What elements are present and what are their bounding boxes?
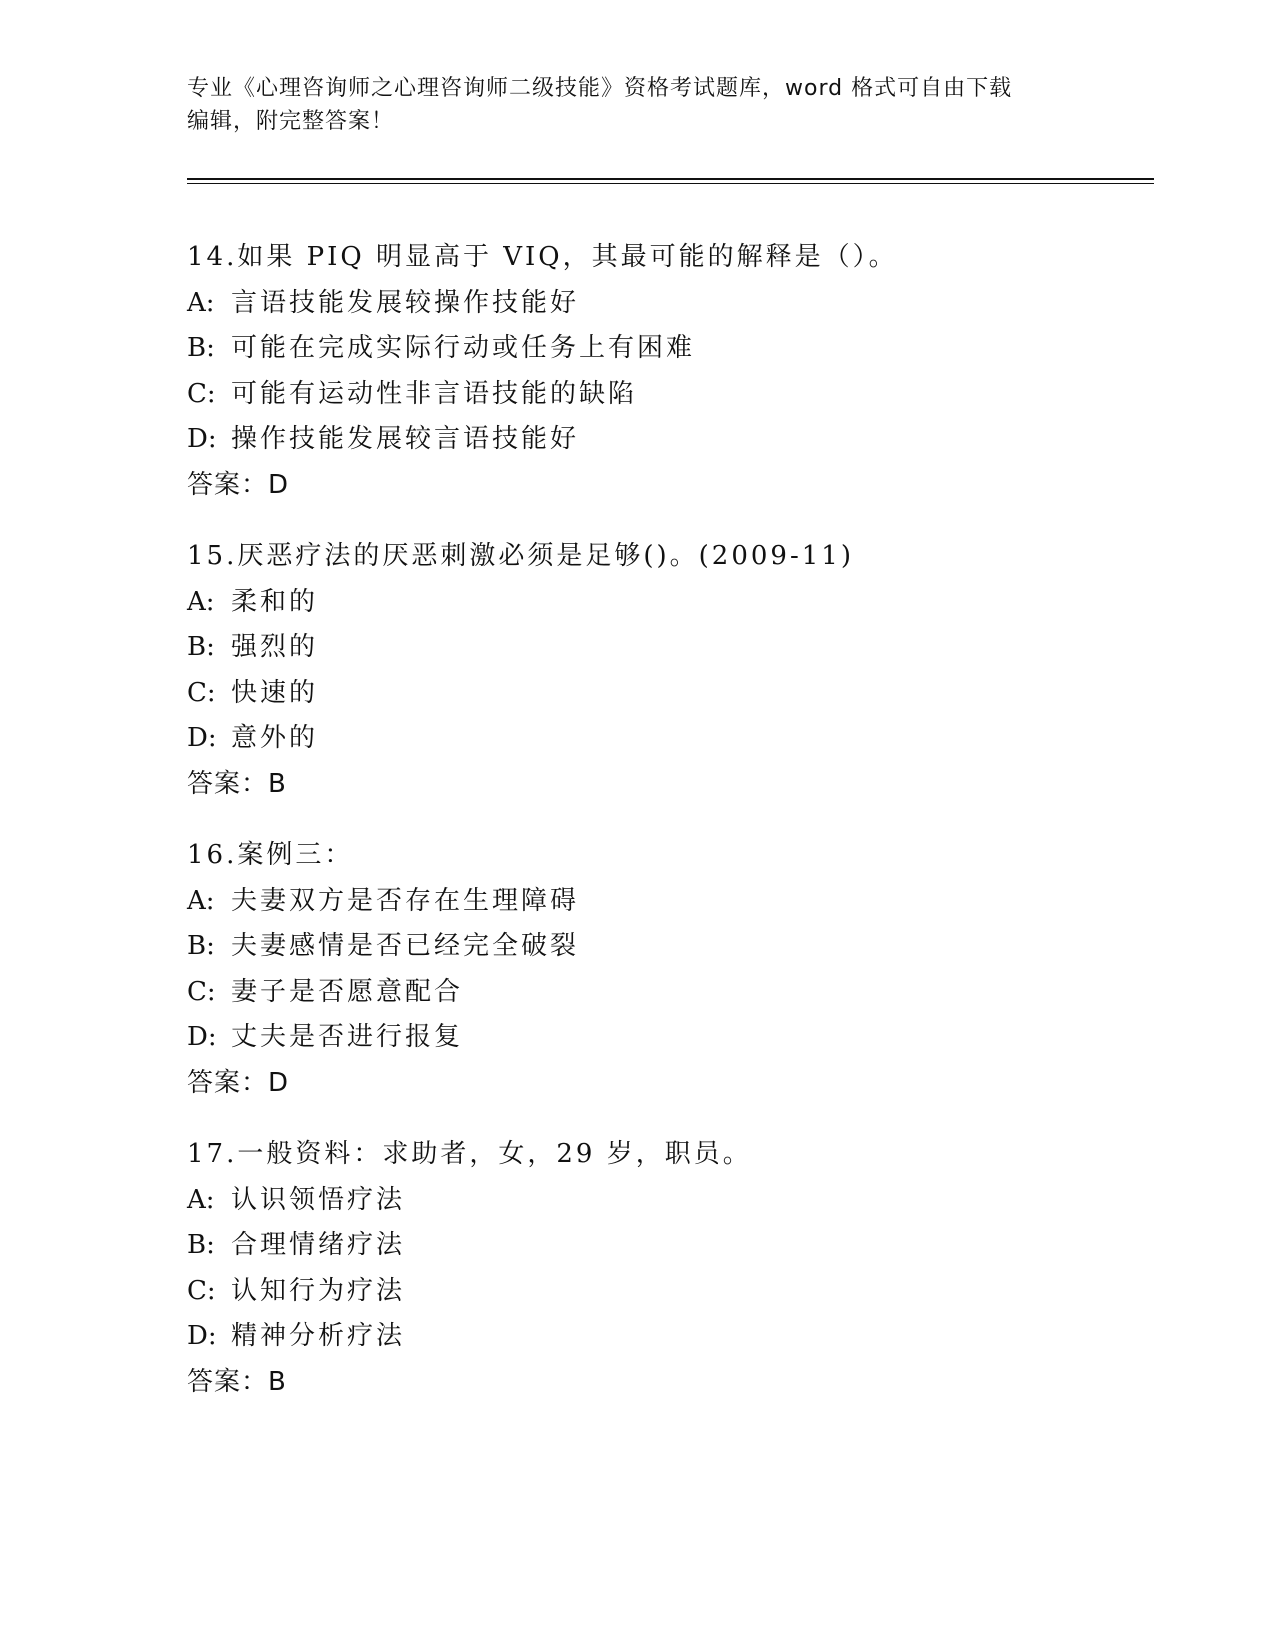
option-text: 丈夫是否进行报复 [231, 1022, 464, 1052]
option-letter: A: [187, 586, 215, 617]
option-text: 合理情绪疗法 [231, 1230, 406, 1260]
option-text: 柔和的 [231, 586, 319, 617]
option-text: 强烈的 [231, 632, 319, 662]
option-letter: A: [187, 1184, 215, 1215]
option-text: 认识领悟疗法 [231, 1184, 406, 1215]
option-text: 夫妻感情是否已经完全破裂 [231, 931, 580, 961]
question-stem: 17.一般资料：求助者，女，29 岁，职员。 [187, 1139, 752, 1169]
answer-line: 答案：B [187, 1366, 287, 1397]
option-a [187, 879, 1187, 925]
option-b [187, 1223, 1187, 1269]
question-stem: 16.案例三： [187, 840, 354, 870]
option-letter: C: [187, 677, 216, 708]
option-b [187, 326, 1187, 372]
option-letter: D: [187, 723, 217, 753]
question-17 [187, 1132, 1187, 1405]
option-letter: B: [187, 931, 215, 961]
option-c [187, 1269, 1187, 1315]
option-text: 操作技能发展较言语技能好 [231, 424, 580, 454]
option-c [187, 970, 1187, 1016]
header-line-1: 专业《心理咨询师之心理咨询师二级技能》资格考试题库，word 格式可自由下载 [187, 76, 1013, 101]
option-text: 可能有运动性非言语技能的缺陷 [231, 378, 638, 409]
option-text: 快速的 [231, 677, 319, 708]
option-b [187, 625, 1187, 671]
option-c [187, 671, 1187, 717]
option-b [187, 924, 1187, 970]
option-letter: B: [187, 632, 215, 662]
header-line-2: 编辑，附完整答案！ [187, 109, 395, 134]
question-stem: 15.厌恶疗法的厌恶刺激必须是足够()。(2009-11) [187, 541, 854, 571]
option-letter: C: [187, 1275, 216, 1306]
option-d [187, 1015, 1187, 1061]
document-header [187, 72, 1087, 138]
option-text: 认知行为疗法 [231, 1275, 406, 1306]
option-letter: B: [187, 1230, 215, 1260]
option-letter: A: [187, 287, 215, 318]
question-list [187, 235, 1187, 1431]
option-text: 可能在完成实际行动或任务上有困难 [231, 333, 696, 363]
header-divider-thin [187, 183, 1154, 184]
option-d [187, 1314, 1187, 1360]
option-letter: C: [187, 378, 216, 409]
option-letter: B: [187, 333, 215, 363]
answer-line: 答案：D [187, 1067, 290, 1098]
option-text: 言语技能发展较操作技能好 [231, 287, 580, 318]
option-text: 意外的 [231, 723, 319, 753]
question-14 [187, 235, 1187, 508]
header-divider-thick [187, 178, 1154, 180]
option-d [187, 716, 1187, 762]
option-text: 精神分析疗法 [231, 1321, 406, 1351]
option-d [187, 417, 1187, 463]
option-letter: A: [187, 885, 215, 916]
answer-line: 答案：B [187, 768, 287, 799]
option-c [187, 372, 1187, 418]
option-letter: D: [187, 424, 217, 454]
question-15 [187, 534, 1187, 807]
question-16 [187, 833, 1187, 1106]
option-letter: D: [187, 1022, 217, 1052]
answer-line: 答案：D [187, 469, 290, 500]
option-a [187, 1178, 1187, 1224]
option-a [187, 281, 1187, 327]
option-letter: C: [187, 976, 216, 1007]
option-text: 夫妻双方是否存在生理障碍 [231, 885, 580, 916]
option-letter: D: [187, 1321, 217, 1351]
option-text: 妻子是否愿意配合 [231, 976, 464, 1007]
question-stem: 14.如果 PIQ 明显高于 VIQ，其最可能的解释是（）。 [187, 242, 898, 272]
option-a [187, 580, 1187, 626]
